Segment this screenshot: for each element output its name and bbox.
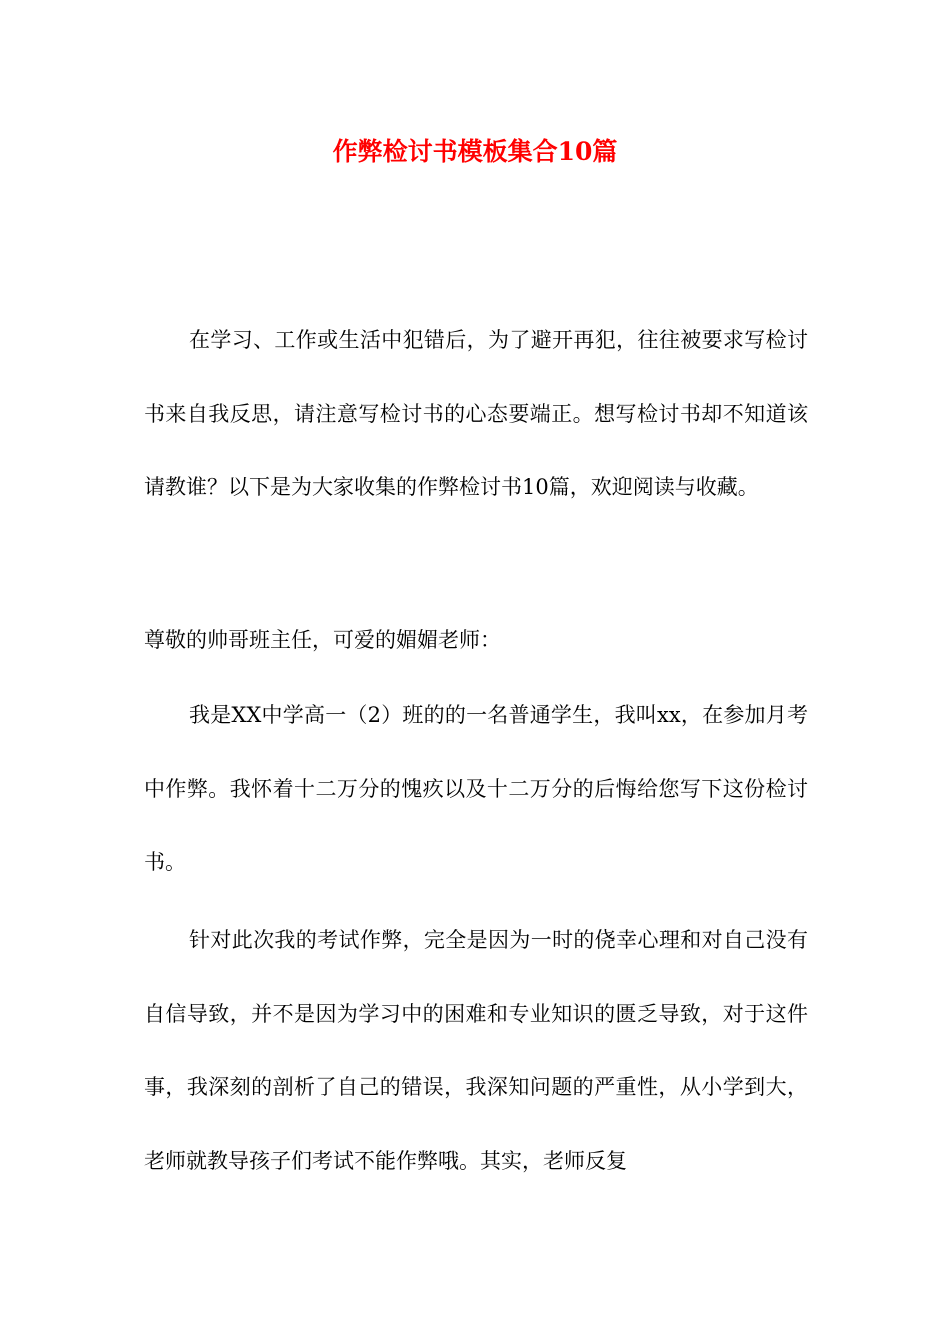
body-paragraph-1: 我是XX中学高一（2）班的的一名普通学生，我叫xx，在参加月考中作弊。我怀着十二万分的愧疚以及十二万分的后悔给您写下这份检讨书。 bbox=[144, 703, 808, 874]
salutation-paragraph: 尊敬的帅哥班主任，可爱的媚媚老师： bbox=[144, 628, 501, 652]
body-paragraph-2: 针对此次我的考试作弊，完全是因为一时的侥幸心理和对自己没有自信导致，并不是因为学习中的困难和专业知识的匮乏导致，对于这件事，我深刻的剖析了自己的错误，我深知问题的严重性，从小学到大，老师就教导孩子们考试不能作弊哦。其实，老师反复 bbox=[144, 928, 808, 1173]
intro-paragraph: 在学习、工作或生活中犯错后，为了避开再犯，往往被要求写检讨书来自我反思，请注意写检讨书的心态要端正。想写检讨书却不知道该请教谁？以下是为大家收集的作弊检讨书10篇，欢迎阅读与收藏。 bbox=[144, 328, 808, 499]
document-title: 作弊检讨书模板集合10篇 bbox=[332, 137, 618, 166]
